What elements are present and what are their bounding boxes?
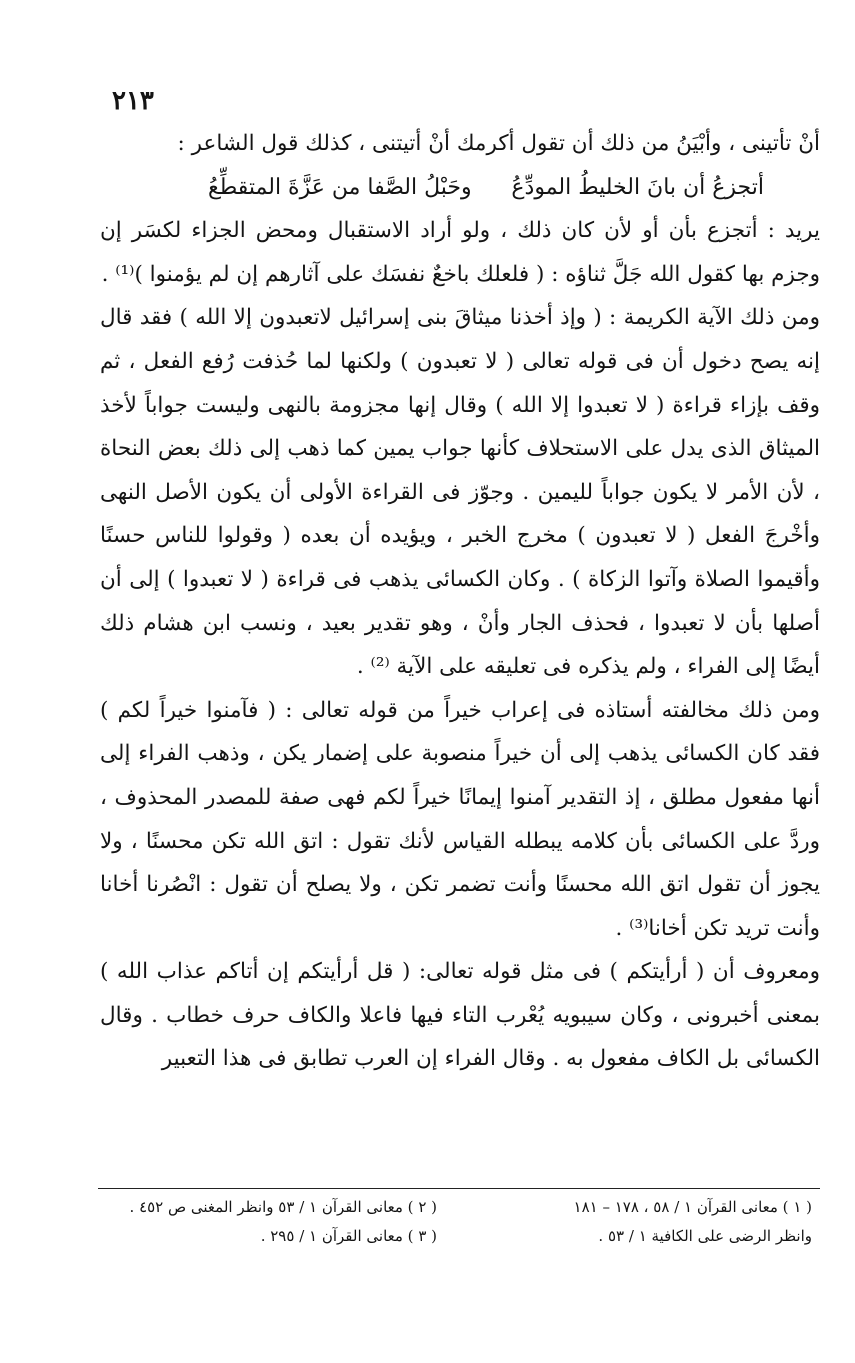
paragraph-3: ومن ذلك الآية الكريمة : ( وإذ أخذنا ميثاقَ بنى إسرائيل لاتعبدون إلا الله ) فقد قال إنه يصح دخول أن فى قوله تعالى ( لا تعبدون ) ولكنها لما حُذفت رُفع الفعل ، ثم وقف بإزاء قراءة ( لا تعبدوا إلا الله ) وقال إنها مجزومة بالنهى وليست جواباً لأخذ الميثاق الذى يدل على الاستحلاف كأنها جواب يمين كما ذهب إلى ذلك بعض النحاة ، لأن الأمر لا يكون جواباً لليمين . وجوّز فى القراءة الأولى أن يكون الأصل النهى وأخْرجَ الفعل ( لا تعبدون ) مخرج الخبر ، ويؤيده أن بعده ( وقولوا للناس حسنًا وأقيموا الصلاة وآتوا الزكاة ) . وكان الكسائى يذهب فى قراءة ( لا تعبدوا ) إلى أن أصلها بأن لا تعبدوا ، فحذف الجار وأنْ ، وهو تقدير بعيد ، ونسب ابن هشام ذلك أيضًا إلى الفراء ، ولم يذكره فى تعليقه على الآية ⁽²⁾ . [100,305,820,680]
paragraph-4: ومن ذلك مخالفته أستاذه فى إعراب خيراً من قوله تعالى : ( فآمنوا خيراً لكم ) فقد كان الكسائى يذهب إلى أن خيراً منصوبة على إضمار يكن ، وذهب الفراء إلى أنها مفعول مطلق ، إذ التقدير آمنوا إيمانًا خيراً لكم فهى صفة للمصدر المحذوف ، وردَّ على الكسائى بأن كلامه يبطله القياس لأنك تقول : اتق الله تكن محسنًا ، ولا يجوز أن تقول اتق الله محسنًا وأنت تضمر تكن ، ولا يصلح أن تقول : انْصُرنا أخانا وأنت تريد تكن أخانا⁽³⁾ . [100,697,821,941]
footnote-2: ( ٢ ) معانى القرآن ١ / ٥٣ وانظر المغنى ص ٤٥٢ . [129,1198,437,1216]
poetry-verse [100,166,820,210]
verse-first-hemistich: أتجزعُ أن بانَ الخليطُ المودِّعُ [511,174,764,200]
page-number: ٢١٣ [112,86,154,116]
footnote-1: ( ١ ) معانى القرآن ١ / ٥٨ ، ١٧٨ – ١٨١ [573,1198,812,1216]
footnotes-right-column [473,1193,820,1251]
footnotes [98,1188,820,1251]
paragraph-5: ومعروف أن ( أرأيتكم ) فى مثل قوله تعالى: ( قل أرأيتكم إن أتاكم عذاب الله ) بمعنى أخبرونى ، وكان سيبويه يُعْرب التاء فيها فاعلا والكاف حرف خطاب . وقال الكسائى بل الكاف مفعول به . وقال الفراء إن العرب تطابق فى هذا التعبير [100,959,820,1072]
paragraph-1: أنْ تأتينى ، وأبْيَنُ من ذلك أن تقول أكرمك أنْ أتيتنى ، كذلك قول الشاعر : [177,131,820,156]
paragraph-2: يريد : أتجزع بأن أو لأن كان ذلك ، ولو أراد الاستقبال ومحض الجزاء لكسَر إن وجزم بها كقول الله جَلَّ ثناؤه : ( فلعلك باخعٌ نفسَك على آثارهم إن لم يؤمنوا )⁽¹⁾ . [100,218,820,287]
verse-second-hemistich: وحَبْلُ الصَّفا من عَزَّةَ المتقطِّعُ [208,174,472,200]
main-text [100,122,820,1081]
footnote-3: ( ٣ ) معانى القرآن ١ / ٢٩٥ . [260,1227,437,1245]
footnotes-left-column [98,1193,473,1251]
footnote-1-continuation: وانظر الرضى على الكافية ١ / ٥٣ . [598,1227,812,1245]
footnotes-row [98,1189,820,1251]
